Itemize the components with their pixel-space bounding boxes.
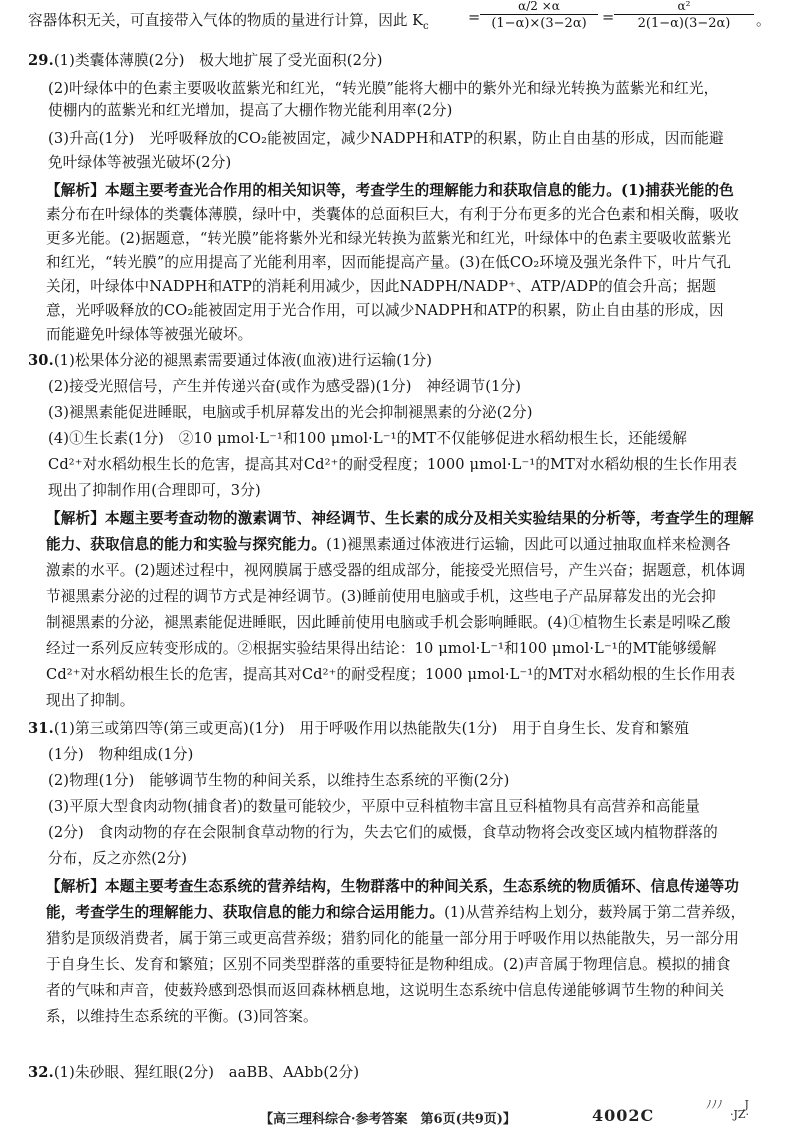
- q31-number: 31.: [28, 720, 54, 737]
- q29-explanation-line-2: 素分布在叶绿体的类囊体薄膜，绿叶中，类囊体的总面积巨大，有利于分布更多的光合色素和相关酶，吸收: [46, 206, 739, 223]
- q31-explanation-line-6: 系，以维持生态系统的平衡。(3)同答案。: [46, 1008, 318, 1025]
- q31-answer-3-line-3: 分布，反之亦然(2分): [48, 850, 188, 867]
- q30-explanation-line-7: Cd²⁺对水稻幼根生长的危害，提高其对Cd²⁺的耐受程度；1000 μmol·L⁻¹的MT对水稻幼根的生长作用表: [46, 666, 736, 683]
- formula-equals-1: =: [468, 9, 481, 26]
- q30-explanation-tag: 【解析】: [46, 510, 105, 527]
- q29-answer-3-line-2: 免叶绿体等被强光破坏(2分): [48, 154, 232, 171]
- q30-answer-3: (3)褪黑素能促进睡眠，电脑或手机屏幕发出的光会抑制褪黑素的分泌(2分): [48, 404, 533, 421]
- page-footer: [260, 1106, 750, 1127]
- fraction-1: [480, 0, 598, 31]
- q31-explanation-line-4: 于自身生长、发育和繁殖；区别不同类型群落的重要特征是物种组成。(2)声音属于物理信息。模拟的捕食: [46, 956, 731, 973]
- q30-answer-4-line-3: 现出了抑制作用(合理即可，3分): [48, 482, 261, 499]
- q30-explanation-line-4: 节褪黑素分泌的过程的调节方式是神经调节。(3)睡前使用电脑或手机，这些电子产品屏幕发出的光会抑: [46, 588, 716, 605]
- fraction-2: [614, 0, 754, 31]
- q29-explanation-line-4: 和红光，“转光膜”的应用提高了光能利用率，因而能提高产量。(3)在低CO₂环境及强光条件下，叶片气孔: [46, 254, 732, 271]
- q31-answer-3-line-1: (3)平原大型食肉动物(捕食者)的数量可能较少，平原中豆科植物丰富且豆科植物具有高营养和高能量: [48, 798, 701, 815]
- equilibrium-formula: [28, 0, 788, 38]
- q29-answer-3-line-1: (3)升高(1分) 光呼吸释放的CO₂能被固定，减少NADPH和ATP的积累，防止自由基的形成，因而能避: [48, 130, 724, 147]
- q31-explanation-line-5: 者的气味和声音，使薮羚感到恐惧而返回森林栖息地，这说明生态系统中信息传递能够调节生物的种间关: [46, 982, 725, 999]
- formula-prefix: 容器体积无关，可直接带入气体的物质的量进行计算，因此 $K_c$: [28, 12, 429, 32]
- q30-answer-4-line-2: Cd²⁺对水稻幼根生长的危害，提高其对Cd²⁺的耐受程度；1000 μmol·L⁻¹的MT对水稻幼根的生长作用表: [48, 456, 738, 473]
- q32-answer-1: 32.(1)朱砂眼、猩红眼(2分) aaBB、AAbb(2分): [28, 1064, 360, 1081]
- q31-explanation-line-1: 【解析】本题主要考查生态系统的营养结构，生物群落中的种间关系，生态系统的物质循环、信息传递等功: [46, 878, 739, 895]
- formula-equals-2: =: [602, 9, 615, 26]
- q31-explanation-tag: 【解析】: [46, 878, 105, 895]
- q29-answer-2-line-2: 使棚内的蓝紫光和红光增加，提高了大棚作物光能利用率(2分): [48, 102, 453, 119]
- q29-explanation-line-5: 关闭，叶绿体中NADPH和ATP的消耗利用减少，因此NADPH/NADP⁺、ATP/ADP的值会升高；据题: [46, 278, 717, 295]
- q31-explanation-line-3: 猎豹是顶级消费者，属于第三或更高营养级；猎豹同化的能量一部分用于呼吸作用以热能散失，另一部分用: [46, 930, 739, 947]
- q29-explanation-line-6: 意，光呼吸释放的CO₂能被固定用于光合作用，可以减少NADPH和ATP的积累，防止自由基的形成，因: [46, 302, 724, 319]
- footer-text: 【高三理科综合·参考答案 第6页(共9页)】: [260, 1112, 516, 1127]
- q31-answer-3-line-2: (2分) 食肉动物的存在会限制食草动物的行为，失去它们的威慑，食草动物将会改变区域内植物群落的: [48, 824, 718, 841]
- fraction-1-numerator: α/2 ×α: [518, 0, 560, 13]
- q30-number: 30.: [28, 352, 54, 369]
- fraction-2-denominator: 2(1−α)(3−2α): [637, 16, 731, 31]
- q31-answer-1-line-1: 31.(1)第三或第四等(第三或更高)(1分) 用于呼吸作用以热能散失(1分) 用于自身生长、发育和繁殖: [28, 720, 690, 737]
- q30-explanation-line-5: 制褪黑素的分泌，褪黑素能促进睡眠，因此睡前使用电脑或手机会影响睡眠。(4)①植物生长素是吲哚乙酸: [46, 614, 731, 631]
- q29-answer-2-line-1: (2)叶绿体中的色素主要吸收蓝紫光和红光，“转光膜”能将大棚中的紫外光和绿光转换为蓝紫光和红光，: [48, 80, 719, 97]
- q30-explanation-line-2: 能力、获取信息的能力和实验与探究能力。(1)褪黑素通过体液进行运输，因此可以通过抽取血样来检测各: [46, 536, 731, 553]
- q30-explanation-line-1: 【解析】本题主要考查动物的激素调节、神经调节、生长素的成分及相关实验结果的分析等，考查学生的理解: [46, 510, 754, 527]
- q31-answer-1-line-2: (1分) 物种组成(1分): [48, 746, 194, 763]
- q29-explanation-line-1: 【解析】本题主要考查光合作用的相关知识等，考查学生的理解能力和获取信息的能力。(1)捕获光能的色: [46, 182, 734, 199]
- q29-explanation-line-7: 而能避免叶绿体等被强光破坏。: [46, 326, 253, 343]
- q30-answer-2: (2)接受光照信号，产生并传递兴奋(或作为感受器)(1分) 神经调节(1分): [48, 378, 522, 395]
- q30-explanation-line-6: 经过一系列反应转变形成的。②根据实验结果得出结论：10 μmol·L⁻¹和100 μmol·L⁻¹的MT能够缓解: [46, 640, 717, 657]
- q30-answer-1: 30.(1)松果体分泌的褪黑素需要通过体液(血液)进行运输(1分): [28, 352, 433, 369]
- q29-explanation-line-3: 更多光能。(2)据题意，“转光膜”能将紫外光和绿光转换为蓝紫光和红光，叶绿体中的色素主要吸收蓝紫光: [46, 230, 732, 247]
- formula-end: 。: [756, 12, 771, 29]
- footer-tail: ·JZ·: [730, 1108, 750, 1121]
- q32-number: 32.: [28, 1064, 54, 1081]
- q30-explanation-line-3: 激素的水平。(2)题述过程中，视网膜属于感受器的组成部分，能接受光照信号，产生兴奋；据题意，机体调: [46, 562, 746, 579]
- q29-explanation-tag: 【解析】: [46, 182, 105, 199]
- q30-answer-4-line-1: (4)①生长素(1分) ②10 μmol·L⁻¹和100 μmol·L⁻¹的MT不仅能够促进水稻幼根生长，还能缓解: [48, 430, 688, 447]
- fraction-2-numerator: α²: [677, 0, 691, 13]
- q29-number: 29.: [28, 52, 54, 69]
- q31-answer-2: (2)物理(1分) 能够调节生物的种间关系，以维持生态系统的平衡(2分): [48, 772, 510, 789]
- footer-code: 4002C: [592, 1106, 655, 1125]
- q29-answer-1: 29.(1)类囊体薄膜(2分) 极大地扩展了受光面积(2分): [28, 52, 383, 69]
- corner-mark: ﾉﾉﾉ J: [706, 1098, 749, 1111]
- fraction-1-denominator: (1−α)×(3−2α): [491, 16, 587, 31]
- q30-explanation-line-8: 现出了抑制。: [46, 692, 135, 709]
- q31-explanation-line-2: 能，考查学生的理解能力、获取信息的能力和综合运用能力。(1)从营养结构上划分，薮羚属于第二营养级，: [46, 904, 746, 921]
